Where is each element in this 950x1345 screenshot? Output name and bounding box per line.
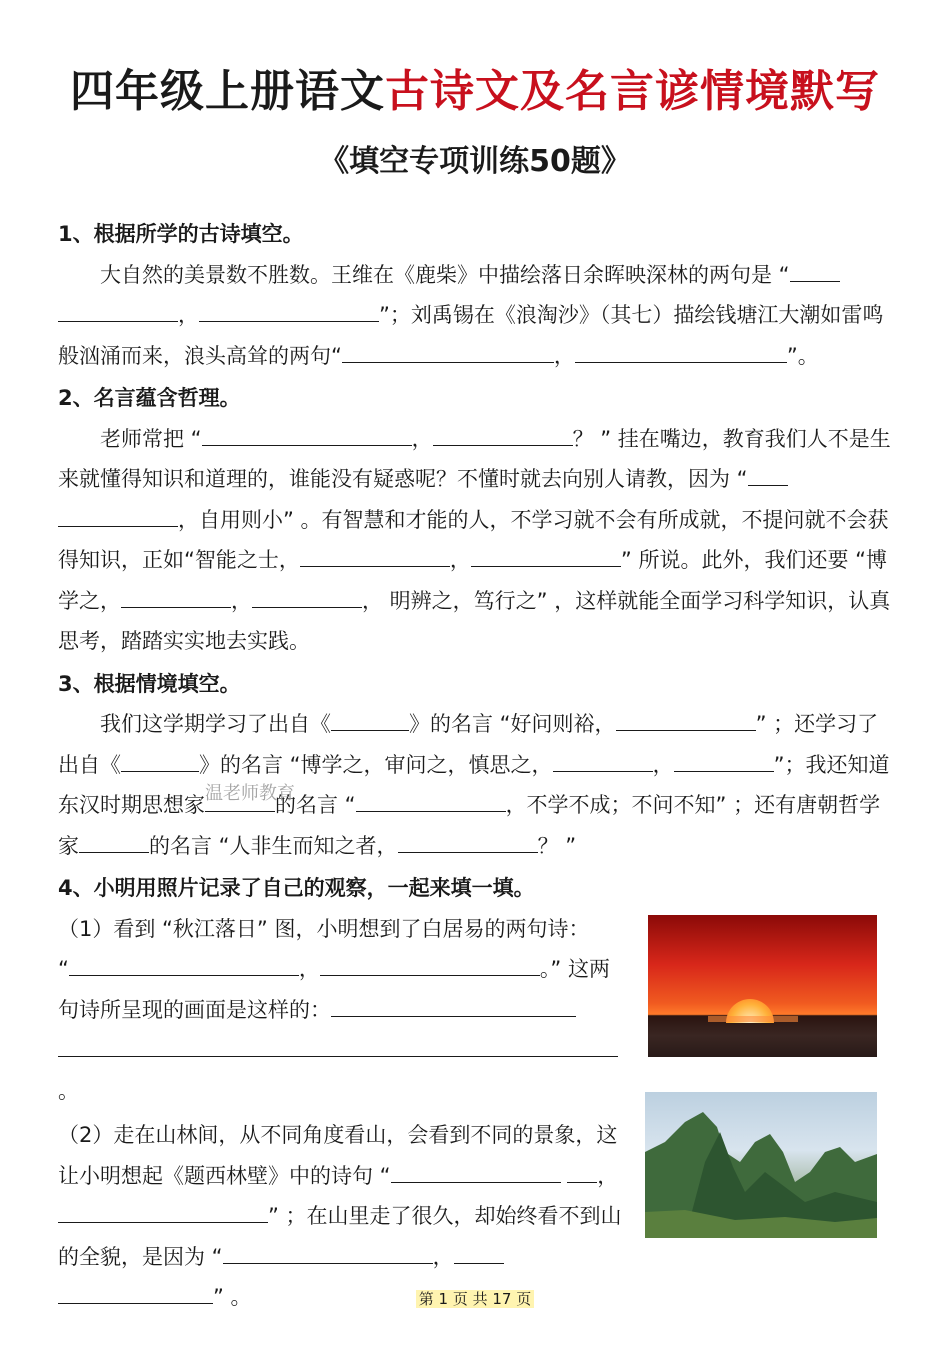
q1-text-5: ”。: [786, 343, 819, 368]
question-1-text: [58, 255, 898, 377]
q2-blank-7[interactable]: [252, 584, 362, 607]
q4-p2-blank-1a[interactable]: [391, 1159, 561, 1182]
page-footer: [0, 1289, 950, 1309]
q2-text-6: ” 所说。此外，我们还要 “博学之，: [58, 548, 887, 613]
q3-text-6: ”；我还知道东汉时期思想家: [58, 752, 890, 817]
q3-blank-2[interactable]: [616, 708, 756, 731]
q4-p2-text-1: （2）走在山林间，从不同角度看山，会看到不同的景象，这让小明想起《题西林壁》中的诗句 “: [58, 1123, 618, 1188]
q2-text-5: ，: [449, 548, 471, 572]
q3-blank-5[interactable]: [674, 748, 774, 771]
q4-p2-blank-1b[interactable]: [567, 1159, 597, 1182]
q2-text-2: ，: [411, 426, 433, 451]
q3-text-3: ” ；还学习了出自《: [58, 712, 879, 777]
q3-text-9: 的名言 “人非生而知之者，: [149, 833, 398, 858]
q2-text-1: 老师常把 “: [100, 426, 202, 451]
question-1-heading: 1、根据所学的古诗填空。: [58, 222, 304, 246]
q1-blank-4[interactable]: [575, 339, 787, 362]
watermark: 温老师教育: [205, 783, 295, 804]
q3-blank-3[interactable]: [121, 748, 199, 771]
q4-p1-text-3: ，: [298, 957, 320, 981]
question-3-heading: 3、根据情境填空。: [58, 671, 241, 696]
q3-text-2: 》的名言 “好问则裕，: [409, 712, 616, 736]
q4-p1-text-1: （1）看到 “秋江落日” 图，小明想到了白居易的两句诗：: [58, 916, 590, 941]
mountain-drawing: [645, 1092, 877, 1238]
question-4-heading: 4、小明用照片记录了自己的观察，一起来填一填。: [58, 876, 535, 900]
q4-p2-text-4: ，: [432, 1244, 454, 1269]
q3-text-7: 的名言 “: [275, 793, 356, 817]
q1-text-2: ，: [178, 303, 199, 327]
q4-p2-text-2: ，: [597, 1163, 619, 1188]
q3-text-8: ，不学不成；不问不知” ；还有唐朝哲学家: [58, 793, 881, 858]
q4-p2-text-3: ” ；在山里走了很久，却始终看不到山的全貌，是因为 “: [58, 1204, 622, 1269]
title-red: 古诗文及名言谚情境默写: [385, 66, 880, 117]
q3-blank-7[interactable]: [356, 789, 506, 812]
q4-p1-text-5: 。: [58, 1078, 79, 1103]
q2-text-8: ， 明辨之，笃行之” ，这样就能全面学习科学知识，认真思考，踏踏实实地去实践。: [58, 588, 891, 653]
q2-blank-1[interactable]: [202, 422, 412, 445]
title-black: 四年级上册语文: [70, 66, 385, 117]
q3-text-5: ，: [652, 752, 674, 777]
q2-blank-6[interactable]: [121, 584, 231, 607]
q3-blank-9[interactable]: [398, 829, 538, 852]
question-2-heading: 2、名言蕴含哲理。: [58, 386, 241, 410]
q1-text-1: 大自然的美景数不胜数。王维在《鹿柴》中描绘落日余晖映深林的两句是 “: [100, 262, 790, 287]
sun-glow: [708, 1016, 798, 1022]
question-3-text: [58, 704, 898, 866]
sun-shape: [726, 999, 774, 1047]
q1-blank-3[interactable]: [342, 339, 554, 362]
q4-p1-blank-3[interactable]: [331, 993, 576, 1016]
q1-blank-2[interactable]: [199, 299, 379, 322]
q4-p2-blank-3[interactable]: [223, 1240, 433, 1263]
q4-p1-blank-1[interactable]: [69, 953, 299, 976]
q4-p2-blank-2[interactable]: [58, 1200, 268, 1223]
q4-p1-text-4: 。” 这两句诗所呈现的画面是这样的：: [58, 957, 610, 1022]
q3-text-10: ？ ”: [537, 833, 577, 858]
page-subtitle: 《填空专项训练50题》: [319, 144, 631, 179]
q1-blank-1a[interactable]: [790, 258, 840, 281]
q2-blank-3a[interactable]: [748, 463, 788, 486]
q3-blank-1[interactable]: [331, 708, 409, 731]
q4-p1-text-2: “: [58, 957, 69, 981]
mountain-photo: [645, 1092, 877, 1238]
q2-text-3: ？ ” 挂在嘴边，教育我们人不是生来就懂得知识和道理的，谁能没有疑惑呢？不懂时就去向别人请教，因为 “: [58, 426, 891, 491]
q1-text-4: ，: [553, 343, 575, 368]
page-title: [0, 62, 950, 122]
q2-text-4: ，自用则小” 。有智慧和才能的人，不学习就不会有所成就，不提问就不会获得知识，正如“智能之士，: [58, 507, 889, 572]
q4-p2-blank-4a[interactable]: [454, 1240, 504, 1263]
q3-text-1: 我们这学期学习了出自《: [100, 712, 331, 736]
question-4-part-1: [58, 909, 628, 1112]
q4-p1-blank-2[interactable]: [320, 953, 540, 976]
q1-text-3: ”；刘禹锡在《浪淘沙》（其七）描绘钱塘江大潮如雷鸣般汹涌而来，浪头高耸的两句“: [58, 303, 884, 368]
q4-p1-blank-4[interactable]: [58, 1034, 618, 1057]
q2-text-7: ，: [231, 588, 252, 613]
question-2-text: [58, 419, 898, 662]
q1-blank-1b[interactable]: [58, 299, 178, 322]
page-number: 第 1 页 共 17 页: [416, 1290, 534, 1308]
q2-blank-5[interactable]: [471, 544, 621, 567]
q2-blank-4[interactable]: [300, 544, 450, 567]
q3-text-4: 》的名言 “博学之，审问之，慎思之，: [199, 752, 553, 777]
q3-blank-8[interactable]: [79, 829, 149, 852]
question-4-part-2: [58, 1115, 628, 1318]
q4-p2-text-5: ” 。: [213, 1285, 252, 1309]
q2-blank-3b[interactable]: [58, 503, 178, 526]
q3-blank-4[interactable]: [553, 748, 653, 771]
sunset-river-photo: [648, 915, 877, 1057]
q2-blank-2[interactable]: [433, 422, 573, 445]
